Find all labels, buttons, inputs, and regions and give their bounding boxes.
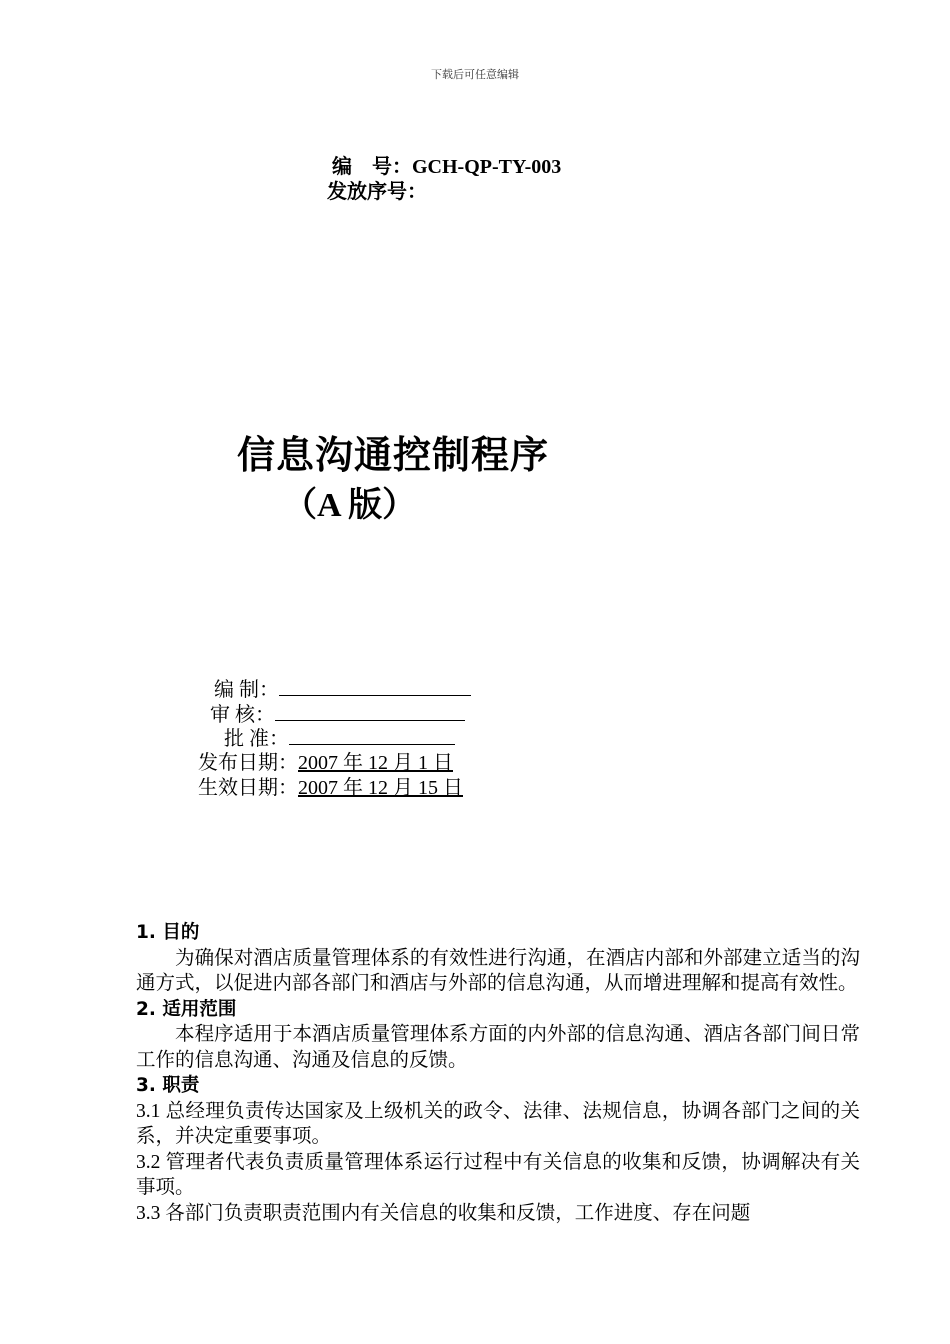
publish-date: 2007 年 12 月 1 日 xyxy=(298,752,453,774)
issue-number-label: 发放序号： xyxy=(327,181,427,203)
doc-version: （A 版） xyxy=(283,487,417,524)
approve-blank xyxy=(289,726,455,745)
review-label: 审 核： xyxy=(210,704,275,726)
header-note: 下载后可任意编辑 xyxy=(431,69,519,81)
doc-title: 信息沟通控制程序 xyxy=(237,435,550,477)
section-3-1: 3.1 总经理负责传达国家及上级机关的政令、法律、法规信息，协调各部门之间的关系，并决定重要事项。 xyxy=(136,1100,860,1147)
doc-code-value: GCH-QP-TY-003 xyxy=(412,156,562,178)
publish-label: 发布日期： xyxy=(198,752,298,774)
section-2-body: 本程序适用于本酒店质量管理体系方面的内外部的信息沟通、酒店各部门间日常工作的信息沟通、沟通及信息的反馈。 xyxy=(136,1024,860,1071)
section-1-heading: 1. 目的 xyxy=(136,922,200,943)
section-3-heading: 3. 职责 xyxy=(136,1075,200,1096)
compile-blank xyxy=(279,677,471,696)
approve-label: 批 准： xyxy=(224,728,289,750)
effective-label: 生效日期： xyxy=(198,777,298,799)
section-3-2: 3.2 管理者代表负责质量管理体系运行过程中有关信息的收集和反馈，协调解决有关事项。 xyxy=(136,1151,860,1198)
section-2-heading: 2. 适用范围 xyxy=(136,998,237,1020)
doc-code-label: 编 号： xyxy=(332,156,412,178)
issue-number xyxy=(327,175,427,204)
effective-row xyxy=(198,771,463,800)
compile-label: 编 制： xyxy=(214,679,279,701)
section-1-body: 为确保对酒店质量管理体系的有效性进行沟通，在酒店内部和外部建立适当的沟通方式，以促进内部各部门和酒店与外部的信息沟通，从而增进理解和提高有效性。 xyxy=(136,947,860,994)
body-content xyxy=(136,920,860,1226)
review-blank xyxy=(275,702,465,721)
effective-date: 2007 年 12 月 15 日 xyxy=(298,777,463,799)
section-3-3: 3.3 各部门负责职责范围内有关信息的收集和反馈，工作进度、存在问题 xyxy=(136,1202,751,1224)
